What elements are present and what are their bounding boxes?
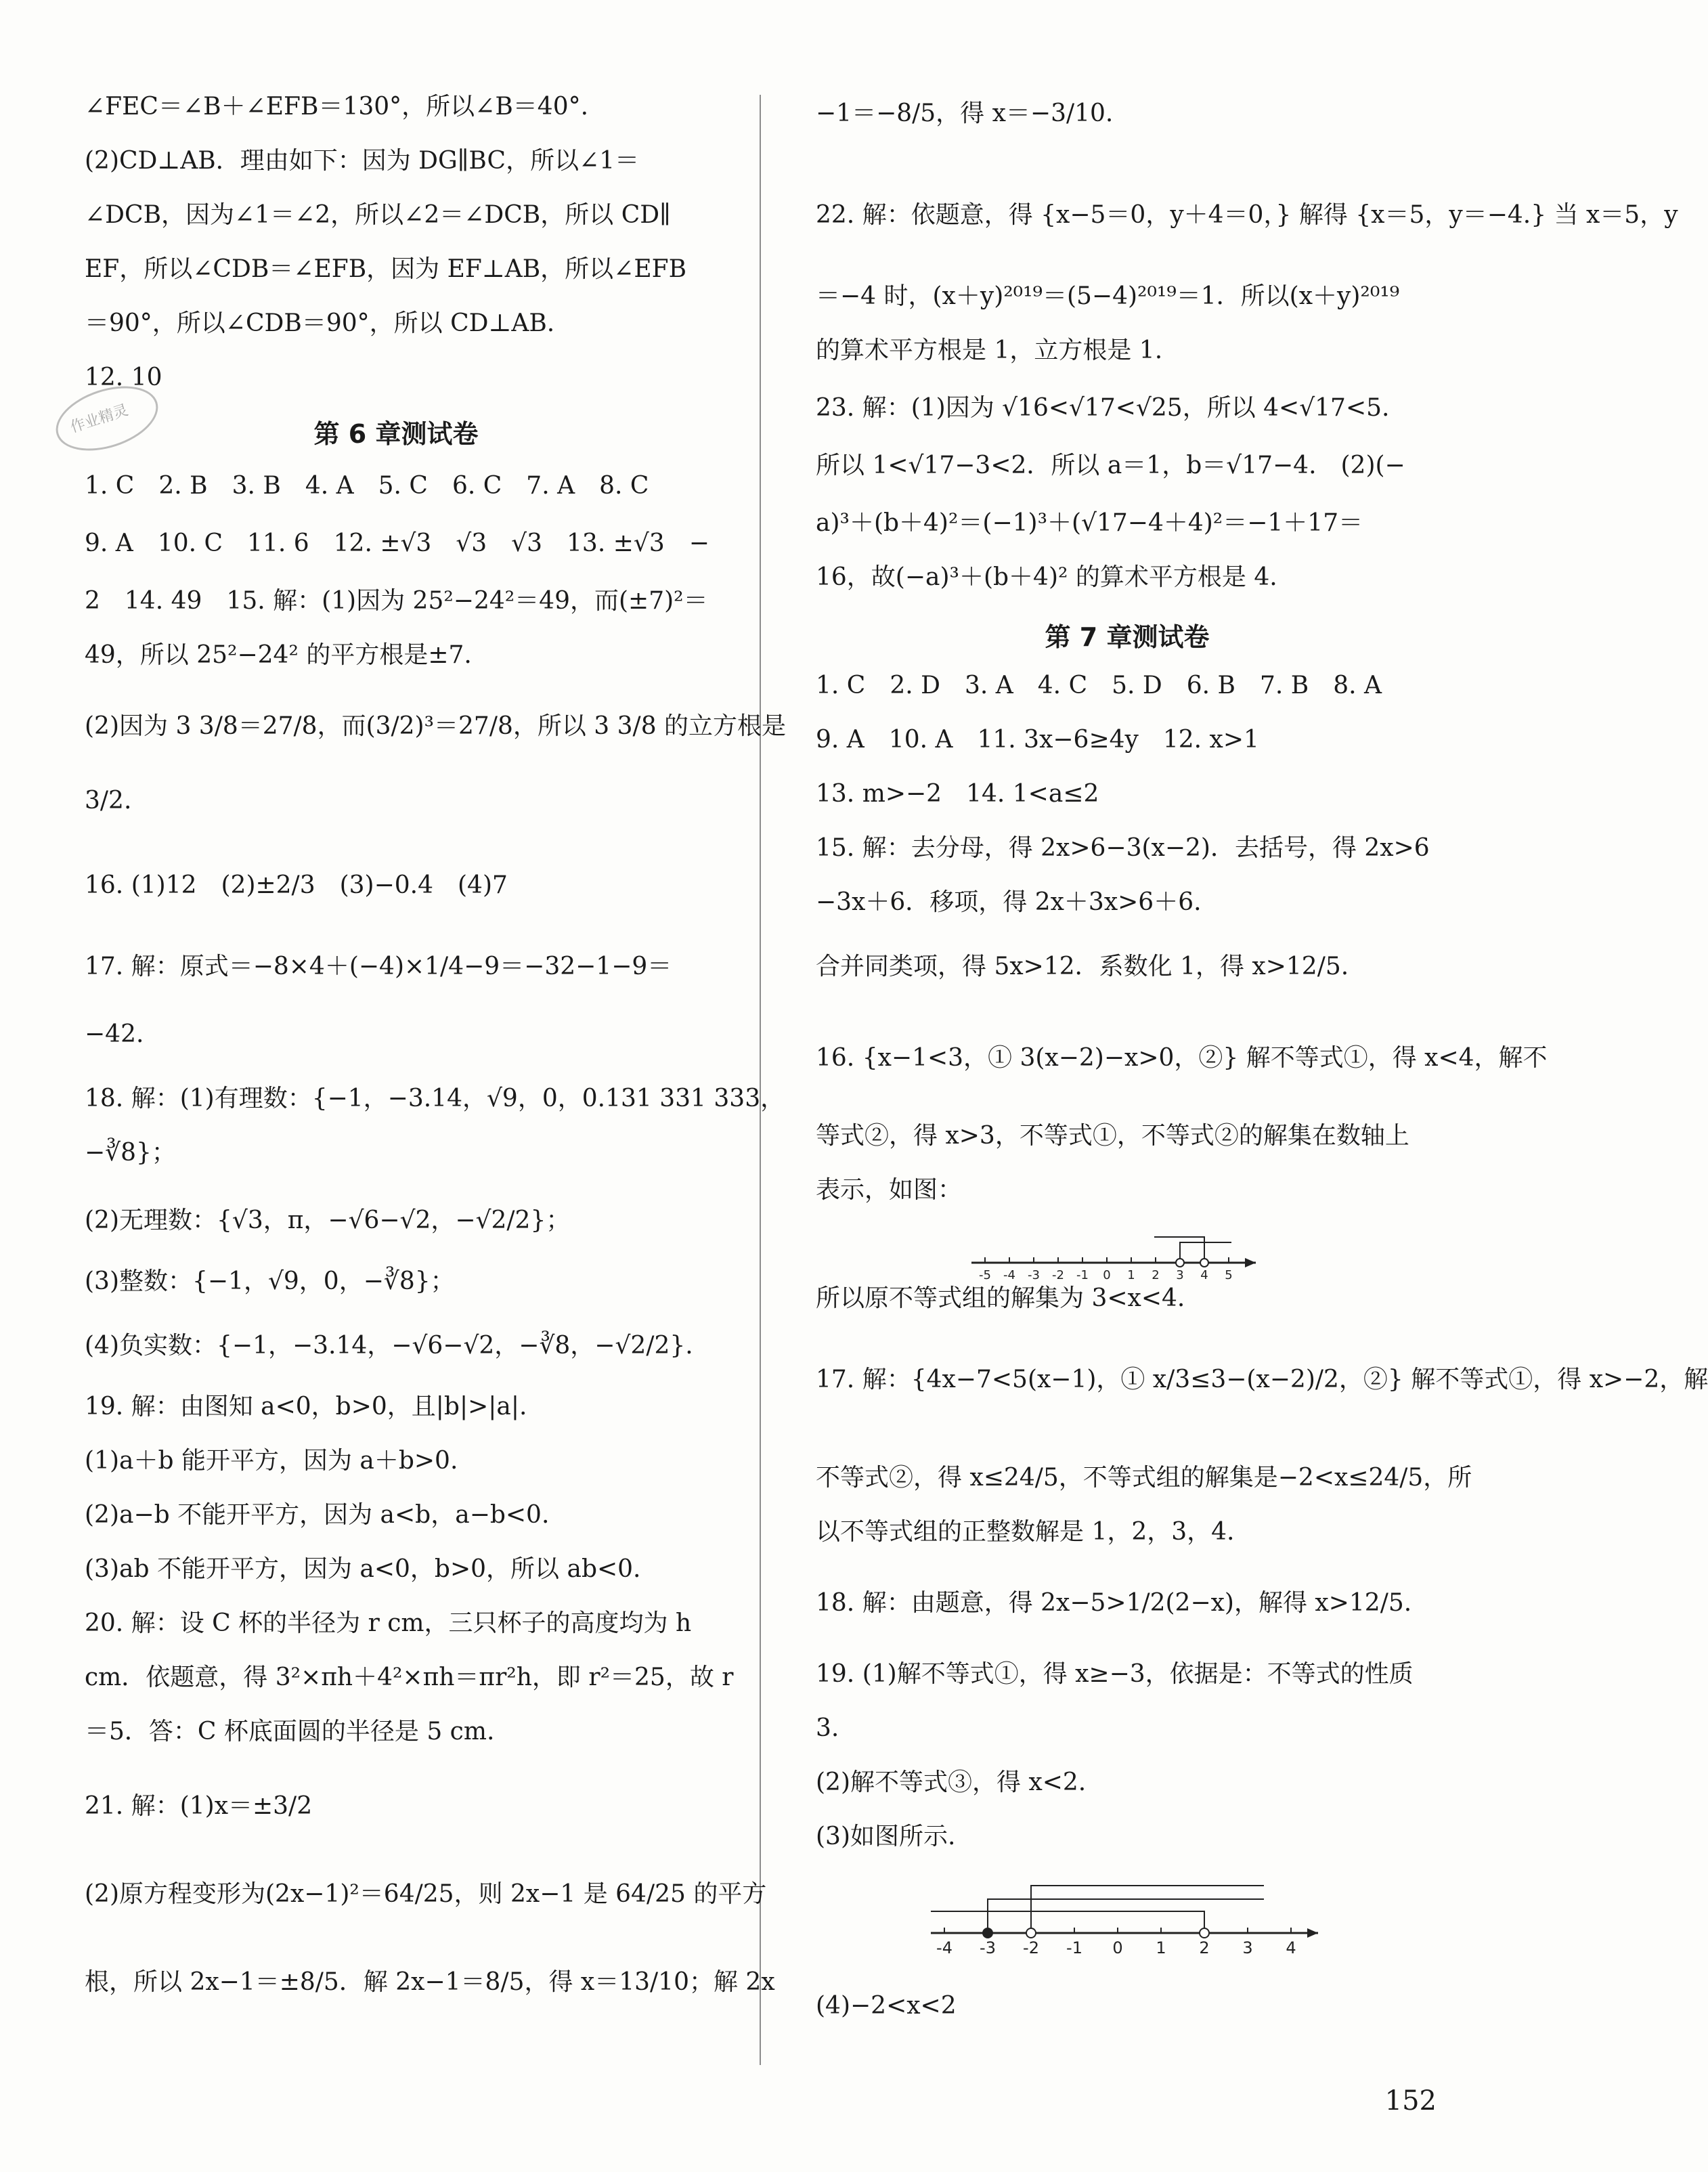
axis-tick-label: 1 (1127, 1268, 1135, 1282)
axis-tick-label: 4 (1200, 1268, 1208, 1282)
axis-tick-label: 3 (1176, 1268, 1184, 1282)
chapter7-title: 第 7 章测试卷 (1045, 622, 1210, 652)
number-line-2 (924, 1872, 1411, 1960)
answer-line: (3)如图所示. (816, 1823, 956, 1850)
open-point (1176, 1259, 1184, 1267)
answer-line: 所以 1<√17−3<2．所以 a＝1，b＝√17−4. (2)(− (816, 452, 1405, 479)
closed-point (983, 1928, 992, 1938)
answer-line: (2)解不等式③，得 x<2. (816, 1768, 1087, 1796)
answer-line: cm．依题意，得 3²×πh＋4²×πh＝πr²h，即 r²＝25，故 r (85, 1664, 734, 1691)
page-number: 152 (1384, 2085, 1437, 2116)
axis-tick-label: -3 (1028, 1268, 1040, 1282)
column-divider (760, 95, 761, 2065)
chapter6-title: 第 6 章测试卷 (313, 419, 479, 449)
axis-tick-label: 2 (1199, 1938, 1210, 1957)
answer-line: 16，故(−a)³＋(b＋4)² 的算术平方根是 4. (816, 563, 1277, 591)
axis-tick-label: 4 (1286, 1938, 1296, 1957)
solution-bracket (1031, 1886, 1264, 1933)
answer-line: ＝5．答：C 杯底面圆的半径是 5 cm. (85, 1718, 495, 1745)
axis-tick-label: 3 (1242, 1938, 1253, 1957)
open-point (1200, 1928, 1209, 1938)
answer-line: (2)a−b 不能开平方，因为 a<b，a−b<0. (85, 1501, 550, 1529)
text-line: 12. 10 (85, 364, 162, 391)
answer-line: a)³＋(b＋4)²＝(−1)³＋(√17−4＋4)²＝−1＋17＝ (816, 509, 1363, 537)
axis-tick-label: -1 (1076, 1268, 1089, 1282)
text-line: ∠FEC＝∠B＋∠EFB＝130°，所以∠B＝40°. (85, 93, 589, 121)
answer-line: 20. 解：设 C 杯的半径为 r cm，三只杯子的高度均为 h (85, 1609, 692, 1637)
answer-line: 9. A 10. A 11. 3x−6≥4y 12. x>1 (816, 726, 1259, 754)
axis-tick-label: 2 (1152, 1268, 1160, 1282)
axis-tick-label: -4 (936, 1938, 952, 1957)
answer-line: 的算术平方根是 1，立方根是 1. (816, 336, 1163, 364)
answer-line: 根，所以 2x−1＝±8/5．解 2x−1＝8/5，得 x＝13/10；解 2x (85, 1968, 775, 1996)
answer-line: 21. 解：(1)x＝±3/2 (85, 1792, 313, 1820)
answer-line: 9. A 10. C 11. 6 12. ±√3 √3 √3 13. ±√3 − (85, 529, 709, 557)
answer-line: 17. 解：{4x−7<5(x−1)，① x/3≤3−(x−2)/2，②} 解不等式①，得 x>−2，解 (816, 1366, 1708, 1393)
axis-tick-label: -2 (1023, 1938, 1039, 1957)
answer-line: 表示，如图： (816, 1176, 963, 1204)
answer-line: 13. m>−2 14. 1<a≤2 (816, 780, 1099, 808)
text-line: ＝90°，所以∠CDB＝90°，所以 CD⊥AB. (85, 309, 555, 337)
answer-line: 3/2. (85, 787, 132, 814)
answer-line: (4)−2<x<2 (816, 1992, 957, 2020)
answer-line: 19. 解：由图知 a<0，b>0，且|b|>|a|. (85, 1393, 527, 1420)
axis-tick-label: -1 (1066, 1938, 1082, 1957)
axis-tick-label: -2 (1052, 1268, 1064, 1282)
axis-tick-label: 1 (1156, 1938, 1166, 1957)
axis-tick-label: 5 (1225, 1268, 1233, 1282)
solution-bracket (931, 1911, 1204, 1933)
answer-line: 以不等式组的正整数解是 1，2，3，4. (816, 1518, 1235, 1546)
answer-line: 等式②，得 x>3，不等式①，不等式②的解集在数轴上 (816, 1122, 1409, 1150)
answer-line: (4)负实数：{−1，−3.14，−√6−√2，−∛8，−√2/2}. (85, 1332, 693, 1360)
axis-tick-label: 0 (1112, 1938, 1123, 1957)
answer-line: 17. 解：原式＝−8×4＋(−4)×1/4−9＝−32−1−9＝ (85, 953, 672, 980)
answer-line: 1. C 2. D 3. A 4. C 5. D 6. B 7. B 8. A (816, 672, 1382, 699)
answer-line: −42. (85, 1020, 144, 1048)
axis-tick-label: -3 (980, 1938, 996, 1957)
text-line: (2)CD⊥AB．理由如下：因为 DG∥BC，所以∠1＝ (85, 147, 640, 175)
number-line-1 (971, 1222, 1418, 1283)
answer-line: 2 14. 49 15. 解：(1)因为 25²−24²＝49，而(±7)²＝ (85, 587, 708, 615)
answer-line: 22. 解：依题意，得 {x−5＝0，y＋4＝0，} 解得 {x＝5，y＝−4.} 当 x＝5，y (816, 201, 1678, 229)
text-line: ∠DCB，因为∠1＝∠2，所以∠2＝∠DCB，所以 CD∥ (85, 201, 671, 229)
answer-line: 18. 解：(1)有理数：{−1，−3.14，√9，0，0.131 331 333， (85, 1085, 785, 1112)
answer-line: (2)无理数：{√3，π，−√6−√2，−√2/2}； (85, 1207, 571, 1234)
answer-line: 1. C 2. B 3. B 4. A 5. C 6. C 7. A 8. C (85, 472, 649, 500)
answer-line: 3. (816, 1714, 839, 1742)
answer-line: 19. (1)解不等式①，得 x≥−3，依据是：不等式的性质 (816, 1660, 1414, 1688)
axis-tick-label: -4 (1003, 1268, 1015, 1282)
answer-line: (1)a＋b 能开平方，因为 a＋b>0. (85, 1447, 458, 1475)
answer-line: 16. (1)12 (2)±2/3 (3)−0.4 (4)7 (85, 871, 508, 899)
axis-tick-label: -5 (979, 1268, 991, 1282)
open-point (1026, 1928, 1036, 1938)
answer-line: ＝−4 时，(x＋y)²⁰¹⁹＝(5−4)²⁰¹⁹＝1．所以(x＋y)²⁰¹⁹ (816, 282, 1400, 310)
axis-tick-label: 0 (1103, 1268, 1111, 1282)
answer-line: 15. 解：去分母，得 2x>6−3(x−2)．去括号，得 2x>6 (816, 834, 1430, 862)
answer-line: (2)原方程变形为(2x−1)²＝64/25，则 2x−1 是 64/25 的平方 (85, 1880, 767, 1908)
axis-arrow (1307, 1928, 1318, 1938)
answer-line: 18. 解：由题意，得 2x−5>1/2(2−x)，解得 x>12/5. (816, 1589, 1412, 1617)
axis-arrow (1245, 1258, 1256, 1267)
answer-line: (2)因为 3 3/8＝27/8，而(3/2)³＝27/8，所以 3 3/8 的立方根是 (85, 712, 787, 740)
answer-line: −∛8}； (85, 1139, 176, 1167)
solution-bracket (988, 1899, 1264, 1933)
stamp-logo: 作业精灵 (48, 374, 167, 462)
answer-line: 不等式②，得 x≤24/5，不等式组的解集是−2<x≤24/5，所 (816, 1464, 1472, 1492)
answer-line: 49，所以 25²−24² 的平方根是±7. (85, 641, 472, 669)
answer-line: (3)ab 不能开平方，因为 a<0，b>0，所以 ab<0. (85, 1555, 641, 1583)
open-point (1200, 1259, 1208, 1267)
answer-line: 16. {x−1<3，① 3(x−2)−x>0，②} 解不等式①，得 x<4，解不 (816, 1044, 1548, 1072)
answer-line: (3)整数：{−1，√9，0，−∛8}； (85, 1267, 455, 1295)
answer-line: 所以原不等式组的解集为 3<x<4. (816, 1284, 1185, 1312)
text-line: EF，所以∠CDB＝∠EFB，因为 EF⊥AB，所以∠EFB (85, 255, 687, 283)
answer-line: 23. 解：(1)因为 √16<√17<√25，所以 4<√17<5. (816, 394, 1390, 422)
answer-line: −3x＋6．移项，得 2x＋3x>6＋6. (816, 888, 1202, 916)
answer-line: −1＝−8/5，得 x＝−3/10. (816, 100, 1114, 127)
answer-line: 合并同类项，得 5x>12．系数化 1，得 x>12/5. (816, 953, 1349, 980)
